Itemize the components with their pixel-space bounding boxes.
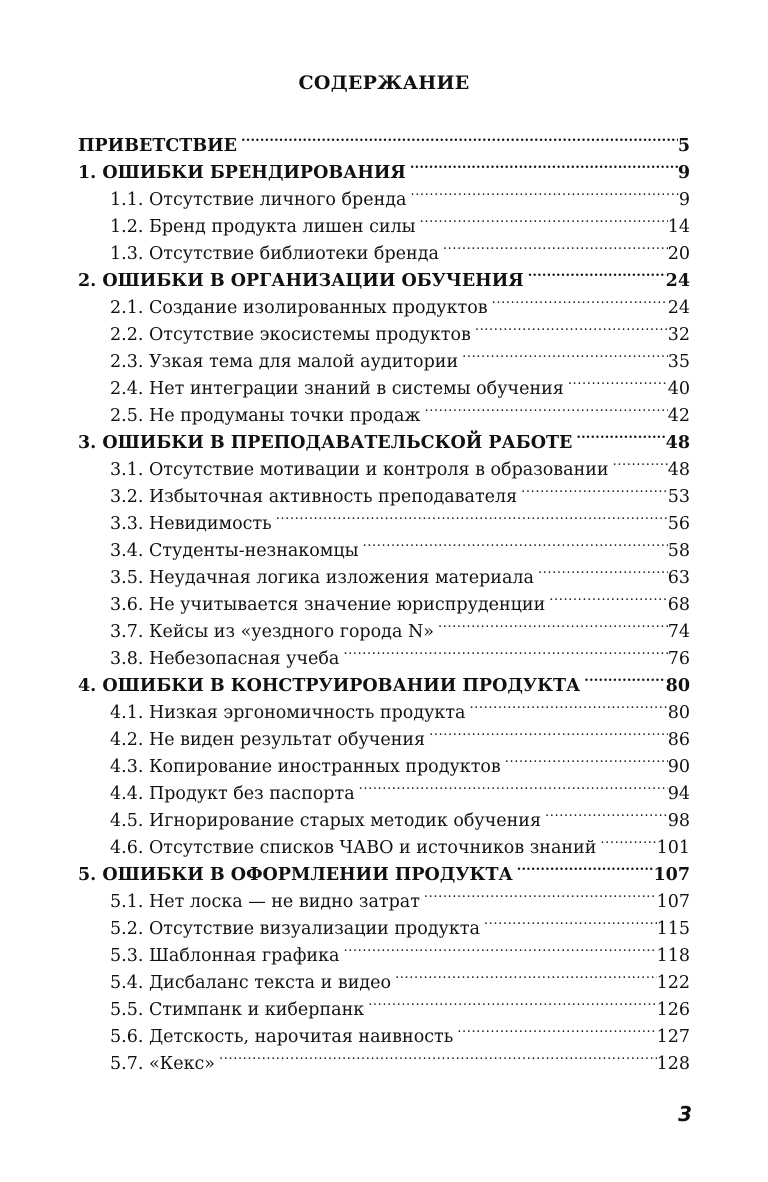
- toc-leader-dots: [395, 961, 657, 988]
- toc-entry-label: 5. ОШИБКИ В ОФОРМЛЕНИИ ПРОДУКТА: [78, 865, 513, 885]
- toc-entry-label: 4. ОШИБКИ В КОНСТРУИРОВАНИИ ПРОДУКТА: [78, 676, 581, 696]
- toc-entry-page: 32: [667, 325, 690, 345]
- toc-entry-label: 4.5. Игнорирование старых методик обучения: [110, 811, 541, 831]
- toc-entry-label: 5.3. Шаблонная графика: [110, 946, 340, 966]
- table-of-contents: [0, 124, 768, 1074]
- toc-entry-page: 107: [656, 892, 690, 912]
- toc-entry-page: 48: [665, 433, 690, 453]
- toc-leader-dots: [462, 340, 668, 367]
- toc-entry-label: 2.5. Не продуманы точки продаж: [110, 406, 421, 426]
- toc-entry-label: 3.8. Небезопасная учеба: [110, 649, 340, 669]
- toc-leader-dots: [613, 448, 668, 475]
- toc-entry-page: 86: [667, 730, 690, 750]
- toc-entry-page: 68: [667, 595, 690, 615]
- toc-entry-page: 42: [667, 406, 690, 426]
- toc-entry-label: 3.2. Избыточная активность преподавателя: [110, 487, 518, 507]
- toc-leader-dots: [538, 556, 668, 583]
- toc-entry-page: 76: [667, 649, 690, 669]
- toc-entry-label: 3.5. Неудачная логика изложения материала: [110, 568, 534, 588]
- toc-entry-page: 5: [677, 136, 690, 156]
- toc-entry-label: 2.1. Создание изолированных продуктов: [110, 298, 488, 318]
- toc-leader-dots: [276, 502, 668, 529]
- toc-leader-dots: [219, 1042, 657, 1069]
- toc-leader-dots: [359, 772, 668, 799]
- toc-entry-label: 4.4. Продукт без паспорта: [110, 784, 355, 804]
- toc-entry-label: 3.6. Не учитывается значение юриспруденции: [110, 595, 546, 615]
- toc-leader-dots: [517, 853, 654, 880]
- toc-entry-page: 80: [665, 676, 690, 696]
- toc-entry-page: 14: [667, 217, 690, 237]
- toc-leader-dots: [600, 826, 656, 853]
- toc-entry-label: 4.2. Не виден результат обучения: [110, 730, 426, 750]
- toc-leader-dots: [363, 529, 668, 556]
- toc-leader-dots: [492, 286, 668, 313]
- toc-leader-dots: [469, 691, 667, 718]
- toc-leader-dots: [528, 259, 666, 286]
- toc-entry-label: 5.1. Нет лоска — не видно затрат: [110, 892, 420, 912]
- toc-leader-dots: [584, 664, 665, 691]
- toc-entry-page: 90: [667, 757, 690, 777]
- toc-leader-dots: [443, 232, 668, 259]
- toc-entry-page: 122: [656, 973, 690, 993]
- toc-entry-label: 1. ОШИБКИ БРЕНДИРОВАНИЯ: [78, 163, 406, 183]
- toc-title: СОДЕРЖАНИЕ: [298, 72, 470, 94]
- toc-leader-dots: [420, 205, 668, 232]
- toc-entry-label: 5.5. Стимпанк и киберпанк: [110, 1000, 365, 1020]
- toc-entry-page: 24: [667, 298, 690, 318]
- toc-entry-page: 9: [678, 190, 690, 210]
- toc-entry-label: 5.7. «Кекс»: [110, 1054, 216, 1074]
- toc-entry-page: 126: [656, 1000, 690, 1020]
- toc-entry-label: 5.6. Детскость, нарочитая наивность: [110, 1027, 454, 1047]
- toc-entry-page: 48: [667, 460, 690, 480]
- toc-entry-page: 94: [667, 784, 690, 804]
- toc-entry-label: 1.3. Отсутствие библиотеки бренда: [110, 244, 439, 264]
- toc-entry-label: 3.1. Отсутствие мотивации и контроля в образовании: [110, 460, 609, 480]
- toc-entry-page: 74: [667, 622, 690, 642]
- toc-entry-page: 118: [656, 946, 690, 966]
- toc-leader-dots: [241, 124, 678, 151]
- toc-entry-label: 3.4. Студенты-незнакомцы: [110, 541, 359, 561]
- toc-entry-label: 3.3. Невидимость: [110, 514, 272, 534]
- toc-entry-page: 20: [667, 244, 690, 264]
- toc-entry-label: 5.4. Дисбаланс текста и видео: [110, 973, 392, 993]
- toc-leader-dots: [457, 1015, 656, 1042]
- toc-leader-dots: [343, 637, 667, 664]
- toc-leader-dots: [368, 988, 656, 1015]
- toc-leader-dots: [475, 313, 668, 340]
- toc-leader-dots: [410, 178, 678, 205]
- toc-entry-page: 53: [667, 487, 690, 507]
- toc-entry-label: 1.2. Бренд продукта лишен силы: [110, 217, 416, 237]
- toc-leader-dots: [484, 907, 657, 934]
- toc-entry-page: 63: [667, 568, 690, 588]
- toc-entry-label: 3.7. Кейсы из «уездного города N»: [110, 622, 434, 642]
- toc-chapter-entry[interactable]: [0, 124, 768, 156]
- toc-entry-page: 80: [667, 703, 690, 723]
- toc-leader-dots: [438, 610, 668, 637]
- toc-entry-page: 115: [656, 919, 690, 939]
- toc-entry-label: 4.3. Копирование иностранных продуктов: [110, 757, 501, 777]
- toc-entry-label: 3. ОШИБКИ В ПРЕПОДАВАТЕЛЬСКОЙ РАБОТЕ: [78, 433, 573, 453]
- toc-entry-label: 2. ОШИБКИ В ОРГАНИЗАЦИИ ОБУЧЕНИЯ: [78, 271, 524, 291]
- toc-entry-page: 40: [667, 379, 690, 399]
- toc-entry-page: 9: [677, 163, 690, 183]
- toc-entry-label: 2.4. Нет интеграции знаний в системы обучения: [110, 379, 564, 399]
- toc-leader-dots: [576, 421, 665, 448]
- toc-entry-page: 128: [656, 1054, 690, 1074]
- toc-entry-page: 98: [667, 811, 690, 831]
- toc-leader-dots: [521, 475, 668, 502]
- toc-entry-label: 4.6. Отсутствие списков ЧАВО и источников знаний: [110, 838, 597, 858]
- toc-entry-label: 4.1. Низкая эргономичность продукта: [110, 703, 466, 723]
- toc-entry-label: 2.2. Отсутствие экосистемы продуктов: [110, 325, 471, 345]
- page-number: 3: [678, 1102, 692, 1126]
- toc-entry-label: 2.3. Узкая тема для малой аудитории: [110, 352, 459, 372]
- toc-leader-dots: [410, 151, 678, 178]
- toc-entry-label: 1.1. Отсутствие личного бренда: [110, 190, 407, 210]
- toc-leader-dots: [429, 718, 668, 745]
- toc-entry-page: 24: [665, 271, 690, 291]
- toc-entry-page: 127: [656, 1027, 690, 1047]
- toc-entry-page: 56: [667, 514, 690, 534]
- toc-leader-dots: [545, 799, 668, 826]
- toc-entry-label: 5.2. Отсутствие визуализации продукта: [110, 919, 480, 939]
- toc-leader-dots: [568, 367, 668, 394]
- toc-leader-dots: [424, 880, 657, 907]
- toc-entry-page: 58: [667, 541, 690, 561]
- toc-leader-dots: [343, 934, 656, 961]
- toc-entry-page: 35: [667, 352, 690, 372]
- toc-leader-dots: [424, 394, 667, 421]
- toc-entry-page: 107: [653, 865, 690, 885]
- toc-leader-dots: [505, 745, 668, 772]
- toc-entry-page: 101: [656, 838, 690, 858]
- toc-entry-label: ПРИВЕТСТВИЕ: [78, 136, 237, 156]
- toc-leader-dots: [549, 583, 667, 610]
